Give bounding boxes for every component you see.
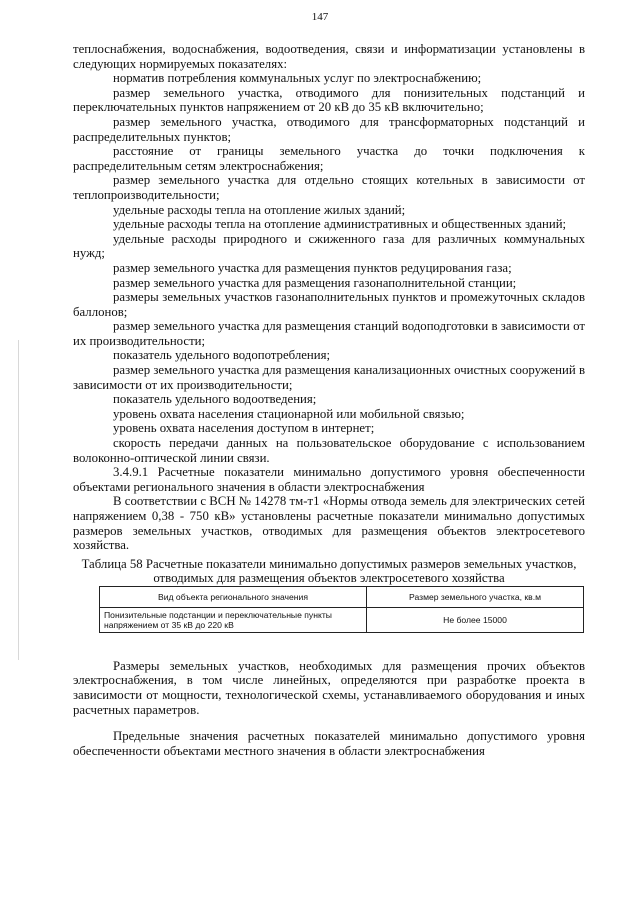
list-item: размер земельного участка для размещения газонаполнительной станции; [113, 275, 517, 290]
list-item: размер земельного участка, отводимого для понизительных подстанций и переключательных пунктов напряжением от 20 кВ до 35 кВ включительно; [73, 85, 585, 115]
list-item: показатель удельного водопотребления; [113, 348, 331, 363]
list-item: размер земельного участка, отводимого для трансформаторных подстанций и распределительных пунктов; [73, 114, 585, 144]
table-row [100, 607, 584, 632]
list-item: размер земельного участка для размещения канализационных очистных сооружений в зависимости от их производительности; [73, 363, 585, 392]
list-item: расстояние от границы земельного участка до точки подключения к распределительным сетям электроснабжения; [73, 144, 585, 173]
vsn-paragraph: В соответствии с ВСН № 14278 тм-т1 «Нормы отвода земель для электрических сетей напряжением 0,38 - 750 кВ» установлены расчетные показатели минимально допустимых размеров земельных участков, отводимых для размещения объектов электросетевого хозяйства. [73, 494, 585, 553]
page-number: 147 [311, 11, 329, 23]
list-item: уровень охвата населения доступом в интернет; [113, 421, 375, 436]
list-item: удельные расходы природного и сжиженного газа для различных коммунальных нужд; [73, 231, 585, 261]
table-header-row [100, 586, 584, 607]
list-item: размер земельного участка для размещения станций водоподготовки в зависимости от их производительности; [73, 319, 585, 348]
list-item: скорость передачи данных на пользовательское оборудование с использованием волоконно-оптической линии связи. [73, 436, 585, 465]
list-item: размер земельного участка для размещения пунктов редуцирования газа; [113, 260, 512, 275]
list-item: размеры земельных участков газонаполнительных пунктов и промежуточных складов баллонов; [73, 290, 585, 319]
after-table-paragraph: Размеры земельных участков, необходимых для размещения прочих объектов электроснабжения, в том числе линейных, определяются при разработке проекта в зависимости от мощности, технологической схемы, устанавливаемого оборудования и иных расчетных параметров. [73, 658, 585, 717]
list-item: уровень охвата населения стационарной или мобильной связью; [113, 406, 465, 421]
list-item: удельные расходы тепла на отопление административных и общественных зданий; [113, 217, 567, 232]
list-item: показатель удельного водоотведения; [113, 392, 317, 407]
list-item: размер земельного участка для отдельно стоящих котельных в зависимости от теплопроизводительности; [73, 173, 585, 202]
intro-paragraph: теплоснабжения, водоснабжения, водоотведения, связи и информатизации установлены в следующих нормируемых показателях: [73, 42, 585, 71]
table-58 [99, 586, 584, 633]
table-cell-size: Не более 15000 [367, 607, 584, 632]
section-heading-3-4-9-1: 3.4.9.1 Расчетные показатели минимально допустимого уровня обеспеченности объектами регионального значения в области электроснабжения [73, 465, 585, 494]
table-header-cell: Размер земельного участка, кв.м [367, 586, 584, 607]
scan-margin-shadow [18, 340, 19, 660]
final-paragraph: Предельные значения расчетных показателей минимально допустимого уровня обеспеченности объектами местного значения в области электроснабжения [73, 729, 585, 758]
list-item: норматив потребления коммунальных услуг по электроснабжению; [113, 71, 482, 86]
list-item: удельные расходы тепла на отопление жилых зданий; [113, 202, 406, 217]
table-cell-object: Понизительные подстанции и переключательные пункты напряжением от 35 кВ до 220 кВ [100, 607, 367, 632]
body-text [73, 42, 585, 758]
table-header-cell: Вид объекта регионального значения [100, 586, 367, 607]
table-caption: Таблица 58 Расчетные показатели минимально допустимых размеров земельных участков, отводимых для размещения объектов электросетевого хозяйства [81, 556, 577, 585]
